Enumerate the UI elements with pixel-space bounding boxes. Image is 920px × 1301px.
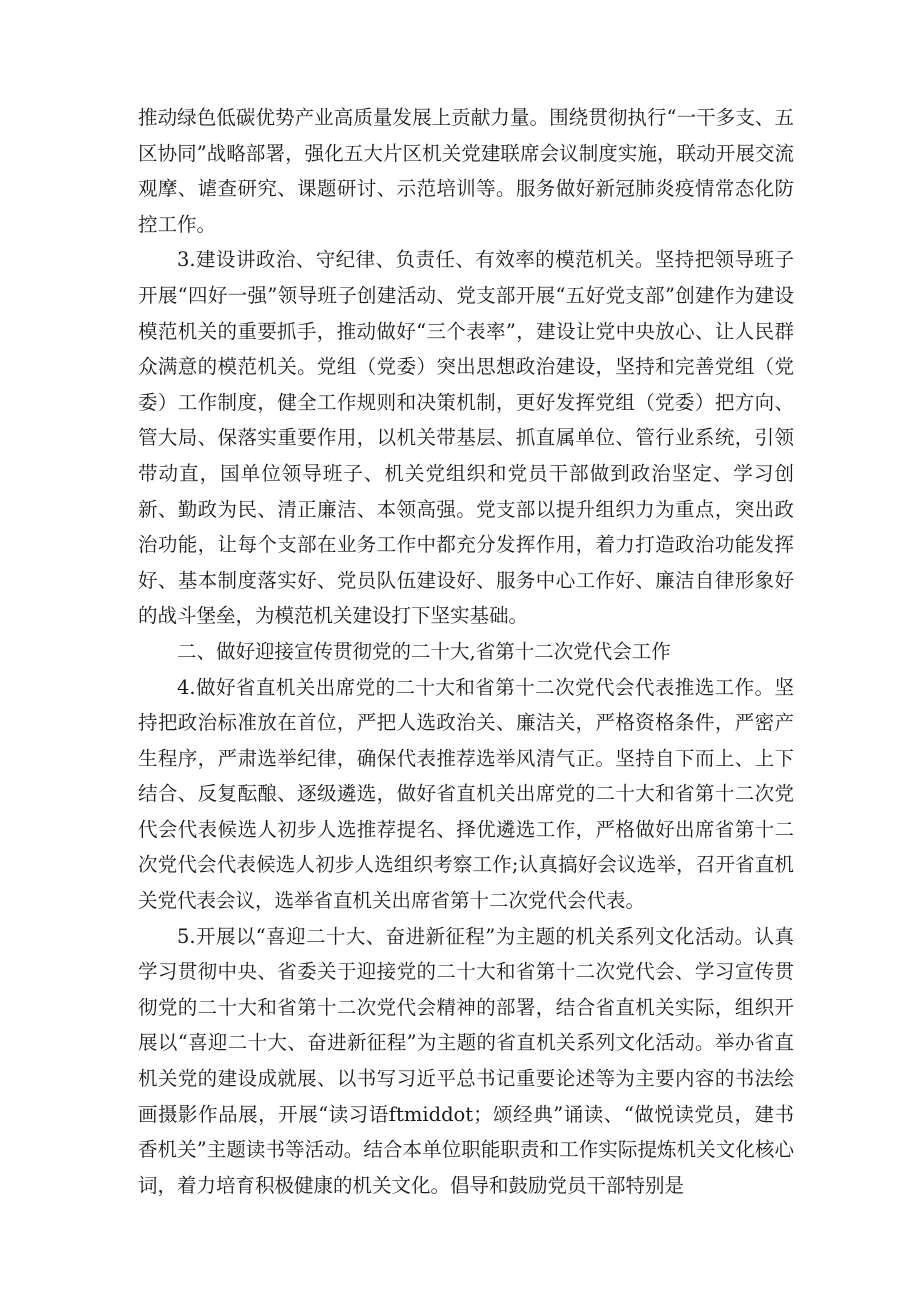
paragraph-item-5: 5.开展以“喜迎二十大、奋进新征程”为主题的机关系列文化活动。认真学习贯彻中央、省委关于迎接党的二十大和省第十二次党代会、学习宣传贯彻党的二十大和省第十二次党代会精神的部署，结合省直机关实际，组织开展以“喜迎二十大、奋进新征程”为主题的省直机关系列文化活动。举办省直机关党的建设成就展、以书写习近平总书记重要论述等为主要内容的书法绘画摄影作品展，开展“读习语ftmiddot；颂经典”诵读、“做悦读党员，建书香机关”主题读书等活动。结合本单位职能职责和工作实际提炼机关文化核心词，着力培育积极健康的机关文化。倡导和鼓励党员干部特别是 bbox=[138, 924, 794, 1197]
section-heading-2: 二、做好迎接宣传贯彻党的二十大,省第十二次党代会工作 bbox=[177, 639, 671, 663]
paragraph-item-3: 3.建设讲政治、守纪律、负责任、有效率的模范机关。坚持把领导班子开展“四好一强”领导班子创建活动、党支部开展“五好党支部”创建作为建设模范机关的重要抓手，推动做好“三个表率”，建设让党中央放心、让人民群众满意的模范机关。党组（党委）突出思想政治建设，坚持和完善党组（党委）工作制度，健全工作规则和决策机制，更好发挥党组（党委）把方向、管大局、保落实重要作用，以机关带基层、抓直属单位、管行业系统，引领带动直，国单位领导班子、机关党组织和党员干部做到政治坚定、学习创新、勤政为民、清正廉洁、本领高强。党支部以提升组织力为重点，突出政治功能，让每个支部在业务工作中都充分发挥作用，着力打造政治功能发挥好、基本制度落实好、党员队伍建设好、服务中心工作好、廉洁自律形象好的战斗堡垒，为模范机关建设打下坚实基础。 bbox=[138, 248, 794, 628]
document-page bbox=[138, 100, 794, 1203]
paragraph-intro-continued: 推动绿色低碳优势产业高质量发展上贡献力量。围绕贯彻执行“一干多支、五区协同”战略部署，强化五大片区机关党建联席会议制度实施，联动开展交流观摩、谑查研究、课题研讨、示范培训等。服务做好新冠肺炎疫情常态化防控工作。 bbox=[138, 106, 794, 236]
paragraph-item-4: 4.做好省直机关出席党的二十大和省第十二次党代会代表推选工作。坚持把政治标准放在首位，严把人选政治关、廉洁关，严格资格条件，严密产生程序，严肃选举纪律，确保代表推荐选举风清气正。坚持自下而上、上下结合、反复酝酿、逐级遴选，做好省直机关出席党的二十大和省第十二次党代会代表候选人初步人选推荐提名、择优遴选工作，严格做好出席省第十二次党代会代表候选人初步人选组织考察工作;认真搞好会议选举，召开省直机关党代表会议，选举省直机关出席省第十二次党代会代表。 bbox=[138, 675, 794, 913]
